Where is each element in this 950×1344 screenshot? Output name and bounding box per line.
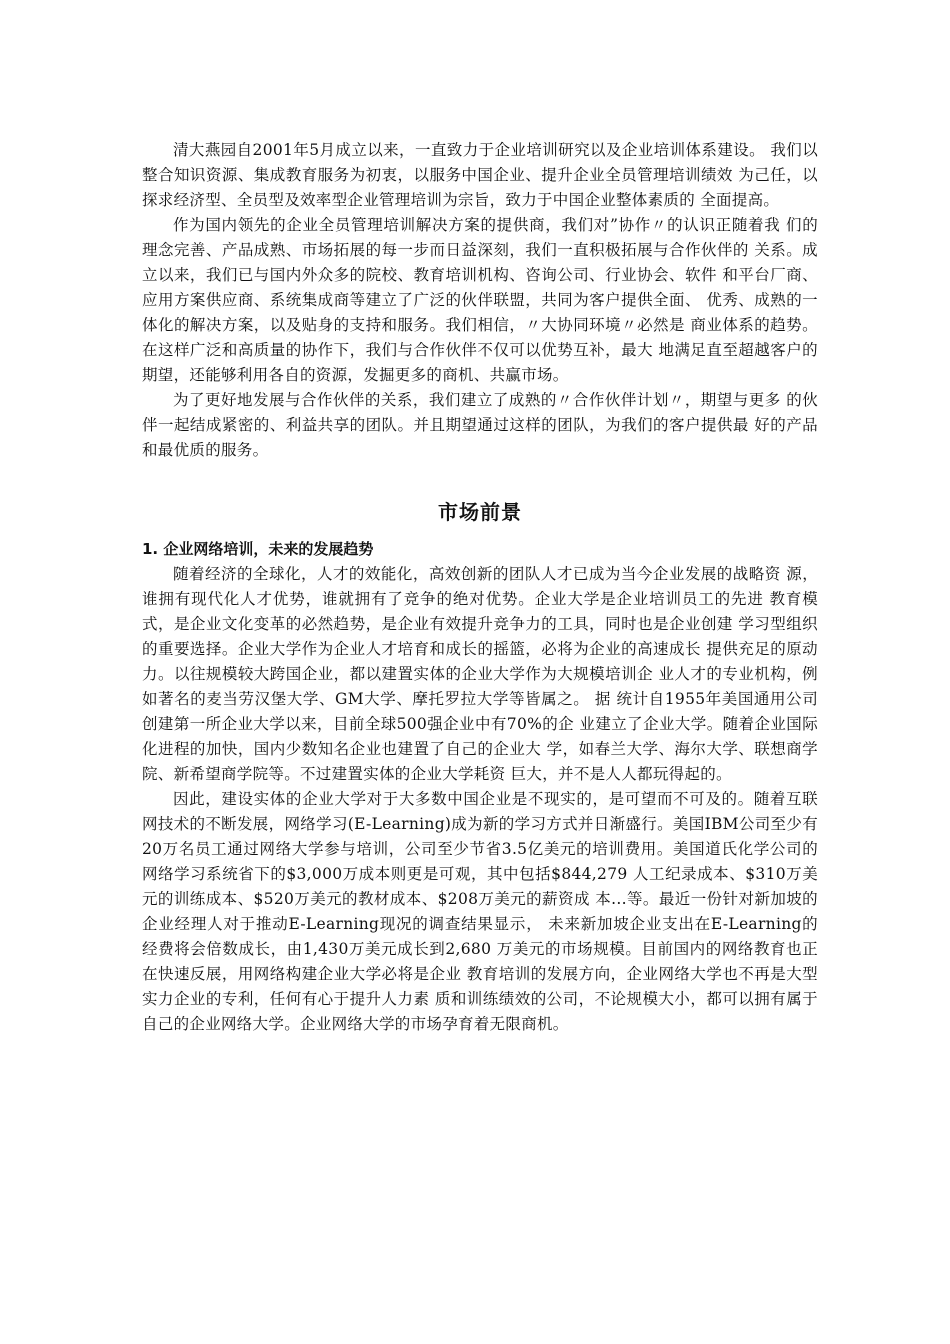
intro-paragraph-2: 作为国内领先的企业全员管理培训解决方案的提供商，我们对”协作〃的认识正随着我 们的理念完善、产品成熟、市场拓展的每一步而日益深刻，我们一直积极拓展与合作伙伴的 关系。成立以来，我们已与国内外众多的院校、教育培训机构、咨询公司、行业协会、软件 和平台厂商、应用方案供应商、系统集成商等建立了广泛的伙伴联盟，共同为客户提供全面、 优秀、成熟的一体化的解决方案，以及贴身的支持和服务。我们相信，〃大协同环境〃必然是 商业体系的趋势。在这样广泛和高质量的协作下，我们与合作伙伴不仅可以优势互补，最大 地满足直至超越客户的期望，还能够利用各自的资源，发掘更多的商机、共赢市场。 xyxy=(142,216,818,384)
intro-paragraph-1: 清大燕园自2001年5月成立以来，一直致力于企业培训研究以及企业培训体系建设。 我们以整合知识资源、集成教育服务为初衷，以服务中国企业、提升企业全员管理培训绩效 为己任，以探求经济型、全员型及效率型企业管理培训为宗旨，致力于中国企业整体素质的 全面提高。 xyxy=(142,141,818,209)
market-paragraph-2: 因此，建设实体的企业大学对于大多数中国企业是不现实的，是可望而不可及的。随着互联网技术的不断发展，网络学习(E-Learning)成为新的学习方式并日渐盛行。美国IBM公司至少有20万名员工通过网络大学参与培训，公司至少节省3.5亿美元的培训费用。美国道氏化学公司的网络学习系统省下的$3,000万成本则更是可观，其中包括$844,279 人工纪录成本、$310万美元的训练成本、$520万美元的教材成本、$208万美元的薪资成 本...等。最近一份针对新加坡的企业经理人对于推动E-Learning现况的调查结果显示， 未来新加坡企业支出在E-Learning的经费将会倍数成长，由1,430万美元成长到2,680 万美元的市场规模。目前国内的网络教育也正在快速反展，用网络构建企业大学必将是企业 教育培训的发展方向，企业网络大学也不再是大型实力企业的专利，任何有心于提升人力素 质和训练绩效的公司，不论规模大小，都可以拥有属于自己的企业网络大学。企业网络大学的市场孕育着无限商机。 xyxy=(142,790,818,1033)
section-title: 市场前景 xyxy=(438,500,522,524)
market-paragraph-1: 随着经济的全球化，人才的效能化，高效创新的团队人才已成为当今企业发展的战略资 源，谁拥有现代化人才优势，谁就拥有了竞争的绝对优势。企业大学是企业培训员工的先进 教育模式，是企业文化变革的必然趋势，是企业有效提升竞争力的工具，同时也是企业创建 学习型组织的重要选择。企业大学作为企业人才培育和成长的摇篮，必将为企业的高速成长 提供充足的原动力。以往规模较大跨国企业，都以建置实体的企业大学作为大规模培训企 业人才的专业机构，例如著名的麦当劳汉堡大学、GM大学、摩托罗拉大学等皆属之。 据 统计自1955年美国通用公司创建第一所企业大学以来，目前全球500强企业中有70%的企 业建立了企业大学。随着企业国际化进程的加快，国内少数知名企业也建置了自己的企业大 学，如春兰大学、海尔大学、联想商学院、新希望商学院等。不过建置实体的企业大学耗资 巨大，并不是人人都玩得起的。 xyxy=(142,565,818,783)
document-page xyxy=(142,138,818,1037)
section-subheading: 1. 企业网络培训，未来的发展趋势 xyxy=(142,540,374,558)
intro-paragraph-3: 为了更好地发展与合作伙伴的关系，我们建立了成熟的〃合作伙伴计划〃，期望与更多 的伙伴一起结成紧密的、利益共享的团队。并且期望通过这样的团队，为我们的客户提供最 好的产品和最优质的服务。 xyxy=(142,391,818,459)
